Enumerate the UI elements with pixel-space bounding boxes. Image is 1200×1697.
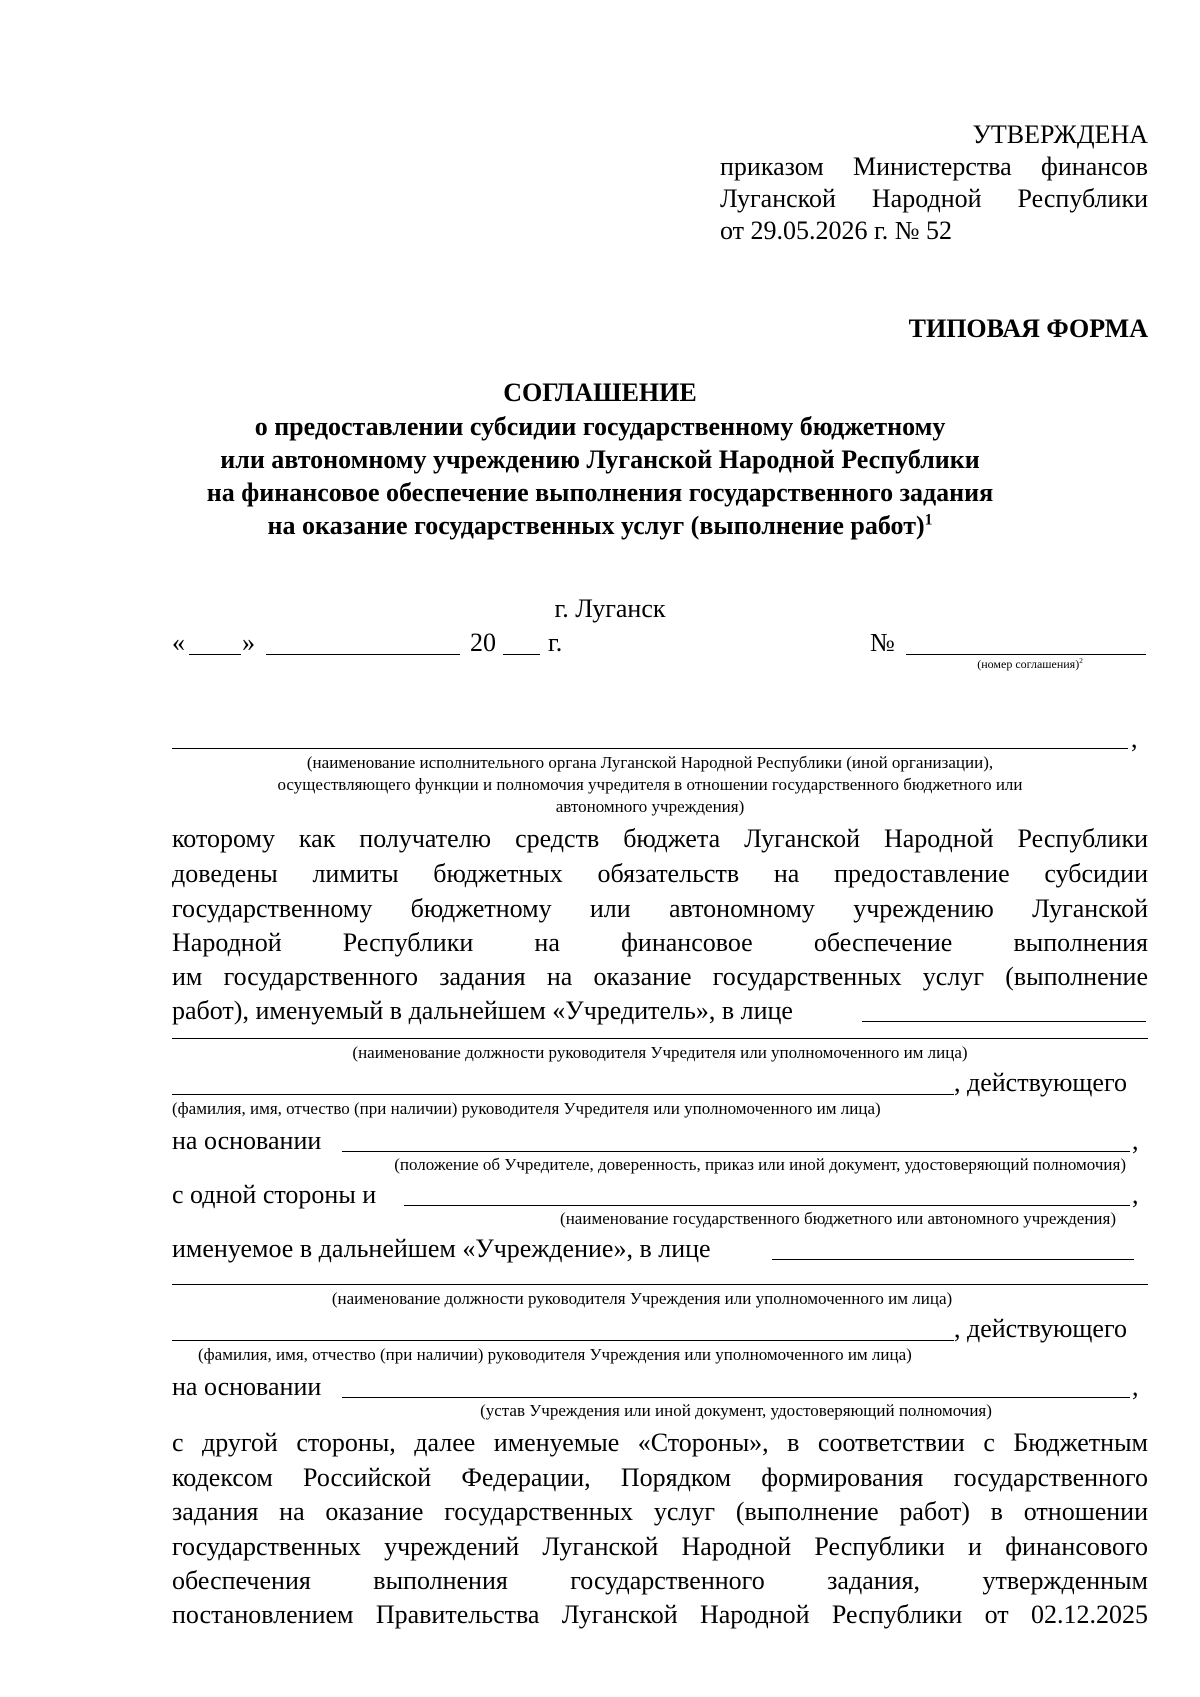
number-footnote-mark: 2 [1079, 657, 1083, 665]
body2-line-3: задания на оказание государственных услуг (выполнение работ) в отношении [172, 1497, 1148, 1526]
founder-org-caption-3: автономного учреждения) [555, 797, 745, 816]
founder-org-caption-1: (наименование исполнительного органа Луганской Народной Республики (иной организации), [306, 753, 994, 772]
founder-acting: , действующего [954, 1068, 1127, 1097]
year-suffix: г. [548, 628, 563, 657]
inst-position-caption: (наименование должности руководителя Учреждения или уполномоченного им лица) [331, 1289, 953, 1308]
body1-line-1: которому как получателю средств бюджета Луганской Народной Республики [172, 824, 1148, 853]
institution-name-blank [404, 1205, 1130, 1206]
agreement-number-blank [906, 654, 1146, 655]
body2-line-1: с другой стороны, далее именуемые «Стороны», в соответствии с Бюджетным [172, 1428, 1148, 1457]
inst-basis-comma: , [1132, 1372, 1139, 1401]
inst-acting: , действующего [954, 1314, 1127, 1343]
document-title: СОГЛАШЕНИЕ [503, 378, 697, 407]
inst-name-caption: (фамилия, имя, отчество (при наличии) руководителя Учреждения или уполномоченного им лица) [198, 1345, 912, 1364]
title-subline-3: на финансовое обеспечение выполнения государственного задания [206, 478, 994, 507]
inst-rep-blank [772, 1259, 1134, 1260]
number-sign: № [870, 628, 895, 657]
founder-rep-blank [862, 1021, 1146, 1022]
body2-line-4: государственных учреждений Луганской Народной Республики и финансового [172, 1532, 1148, 1561]
body1-line-2: доведены лимиты бюджетных обязательств на предоставление субсидии [172, 859, 1148, 888]
title-subline-2: или автономному учреждению Луганской Народной Республики [220, 445, 980, 474]
year-prefix: 20 [470, 628, 496, 657]
institution-named-label: именуемое в дальнейшем «Учреждение», в лице [172, 1234, 711, 1263]
approval-line-1: УТВЕРЖДЕНА [972, 120, 1148, 149]
date-quote-close: » [242, 628, 255, 657]
founder-position-blank [172, 1038, 1148, 1039]
body2-line-2: кодексом Российской Федерации, Порядком формирования государственного [172, 1463, 1148, 1492]
agreement-number-caption: (номер соглашения)$^2$ [977, 657, 1083, 671]
body1-line-5: им государственного задания на оказание государственных услуг (выполнение [172, 962, 1148, 991]
form-type-heading: ТИПОВАЯ ФОРМА [908, 314, 1148, 343]
body1-line-3: государственному бюджетному или автономному учреждению Луганской [172, 894, 1148, 923]
inst-position-blank [172, 1284, 1148, 1285]
body2-line-6: постановлением Правительства Луганской Народной Республики от 02.12.2025 [172, 1600, 1148, 1629]
body2-line-5: обеспечения выполнения государственного задания, утвержденным [172, 1566, 1148, 1595]
inst-basis-caption: (устав Учреждения или иной документ, удостоверяющий полномочия) [480, 1401, 992, 1420]
approval-line-3: Луганской Народной Республики [720, 184, 1148, 213]
place: г. Луганск [554, 594, 666, 623]
inst-basis-label: на основании [172, 1372, 322, 1401]
approval-line-2: приказом Министерства финансов [720, 152, 1148, 181]
institution-caption: (наименование государственного бюджетного или автономного учреждения) [560, 1209, 1116, 1228]
title-footnote-mark: 1 [924, 511, 933, 529]
institution-name-comma: , [1132, 1180, 1139, 1209]
founder-basis-caption: (положение об Учредителе, доверенность, приказ или иной документ, удостоверяющий полномочия) [394, 1155, 1126, 1174]
month-blank [266, 654, 460, 655]
year-blank [503, 654, 540, 655]
founder-org-caption-2: осуществляющего функции и полномочия учредителя в отношении государственного бюджетного или [277, 775, 1023, 794]
title-subline-1: о предоставлении субсидии государственному бюджетному [254, 412, 946, 441]
founder-name-blank [172, 1094, 954, 1095]
founder-basis-comma: , [1132, 1126, 1139, 1155]
approval-line-4: от 29.05.2026 г. № 52 [720, 216, 953, 245]
inst-name-blank [172, 1340, 954, 1341]
inst-basis-blank [342, 1397, 1130, 1398]
founder-name-caption: (фамилия, имя, отчество (при наличии) руководителя Учредителя или уполномоченного им лица) [172, 1099, 881, 1118]
body1-line-4: Народной Республики на финансовое обеспечение выполнения [172, 928, 1148, 957]
founder-basis-blank [342, 1151, 1130, 1152]
day-blank [189, 654, 241, 655]
title-subline-4: на оказание государственных услуг (выполнение работ)$^1$ [267, 511, 933, 540]
founder-basis-label: на основании [172, 1126, 322, 1155]
one-side-label: с одной стороны и [172, 1180, 377, 1209]
founder-org-comma: , [1131, 724, 1138, 753]
body1-line-6: работ), именуемый в дальнейшем «Учредитель», в лице [172, 996, 793, 1025]
founder-position-caption: (наименование должности руководителя Учредителя или уполномоченного им лица) [352, 1043, 968, 1062]
date-quote-open: « [172, 628, 185, 657]
founder-org-blank [172, 748, 1128, 749]
